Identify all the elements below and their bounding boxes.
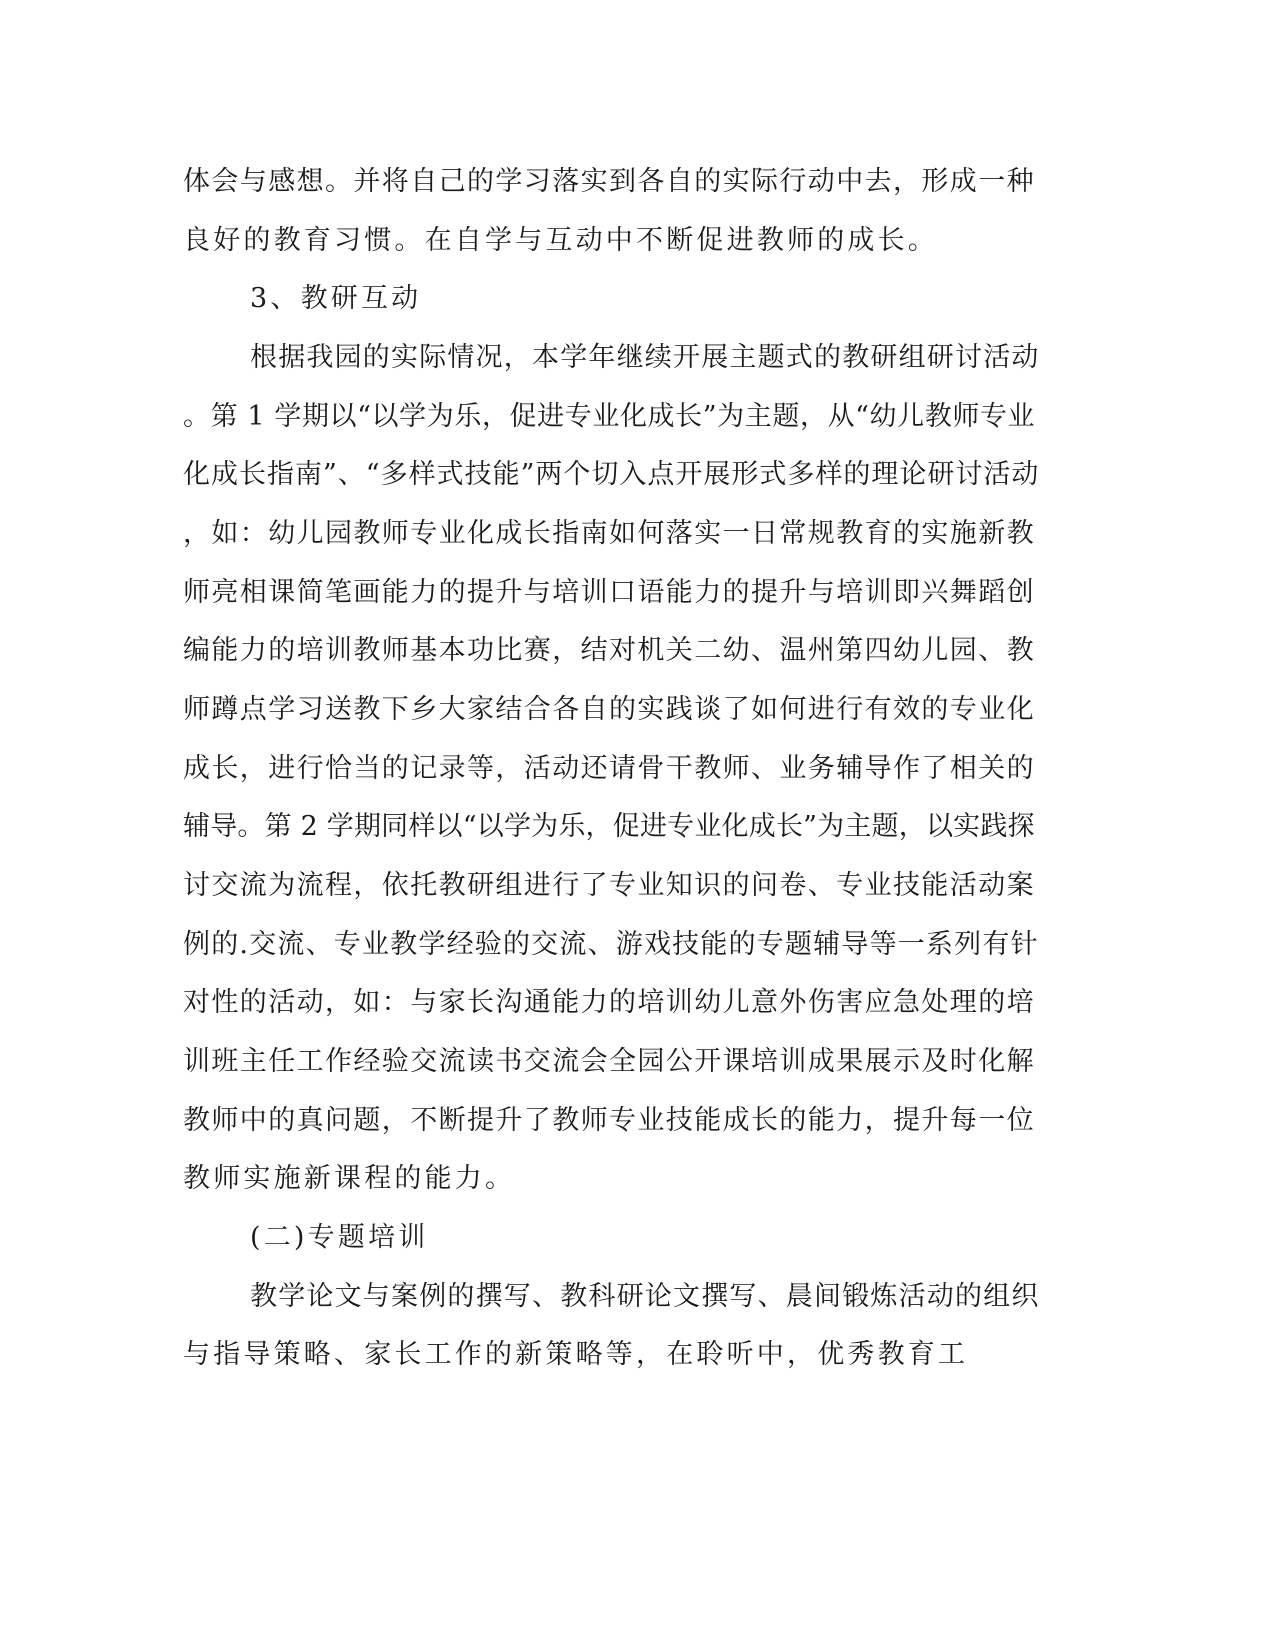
paragraph-line: 辅导。第 2 学期同样以“以学为乐，促进专业化成长”为主题，以实践探 [183,811,1035,842]
paragraph-line: 根据我园的实际情况，本学年继续开展主题式的教研组研讨活动 [250,342,1040,373]
paragraph-line: 良好的教育习惯。在自学与互动中不断促进教师的成长。 [183,225,938,256]
paragraph-line: 讨交流为流程，依托教研组进行了专业知识的问卷、专业技能活动案 [183,870,1035,901]
paragraph-line: 成长，进行恰当的记录等，活动还请骨干教师、业务辅导作了相关的 [183,753,1035,784]
paragraph-line: 训班主任工作经验交流读书交流会全园公开课培训成果展示及时化解 [183,1046,1035,1077]
paragraph-line: 对性的活动，如：与家长沟通能力的培训幼儿意外伤害应急处理的培 [183,987,1035,1018]
paragraph-line: 与指导策略、家长工作的新策略等，在聆听中，优秀教育工 [183,1339,969,1370]
paragraph-line: 教学论文与案例的撰写、教科研论文撰写、晨间锻炼活动的组织 [250,1281,1040,1312]
paragraph-line: 化成长指南”、“多样式技能”两个切入点开展形式多样的理论研讨活动 [183,459,1040,490]
paragraph-line: 教师中的真问题，不断提升了教师专业技能成长的能力，提升每一位 [183,1105,1035,1136]
paragraph-line: 教师实施新课程的能力。 [183,1163,516,1194]
paragraph-line: 师亮相课简笔画能力的提升与培训口语能力的提升与培训即兴舞蹈创 [183,577,1035,608]
paragraph-line: 体会与感想。并将自己的学习落实到各自的实际行动中去，形成一种 [183,166,1035,197]
paragraph-line: 。第 1 学期以“以学为乐，促进专业化成长”为主题，从“幼儿教师专业 [183,401,1036,432]
paragraph-line: 例的.交流、专业教学经验的交流、游戏技能的专题辅导等一系列有针 [183,929,1039,960]
paragraph-line: ，如：幼儿园教师专业化成长指南如何落实一日常规教育的实施新教 [183,518,1035,549]
paragraph-line: 编能力的培训教师基本功比赛，结对机关二幼、温州第四幼儿园、教 [183,635,1035,666]
section-heading: (二)专题培训 [250,1222,429,1253]
section-heading: 3、教研互动 [250,283,422,314]
paragraph-line: 师蹲点学习送教下乡大家结合各自的实践谈了如何进行有效的专业化 [183,694,1035,725]
